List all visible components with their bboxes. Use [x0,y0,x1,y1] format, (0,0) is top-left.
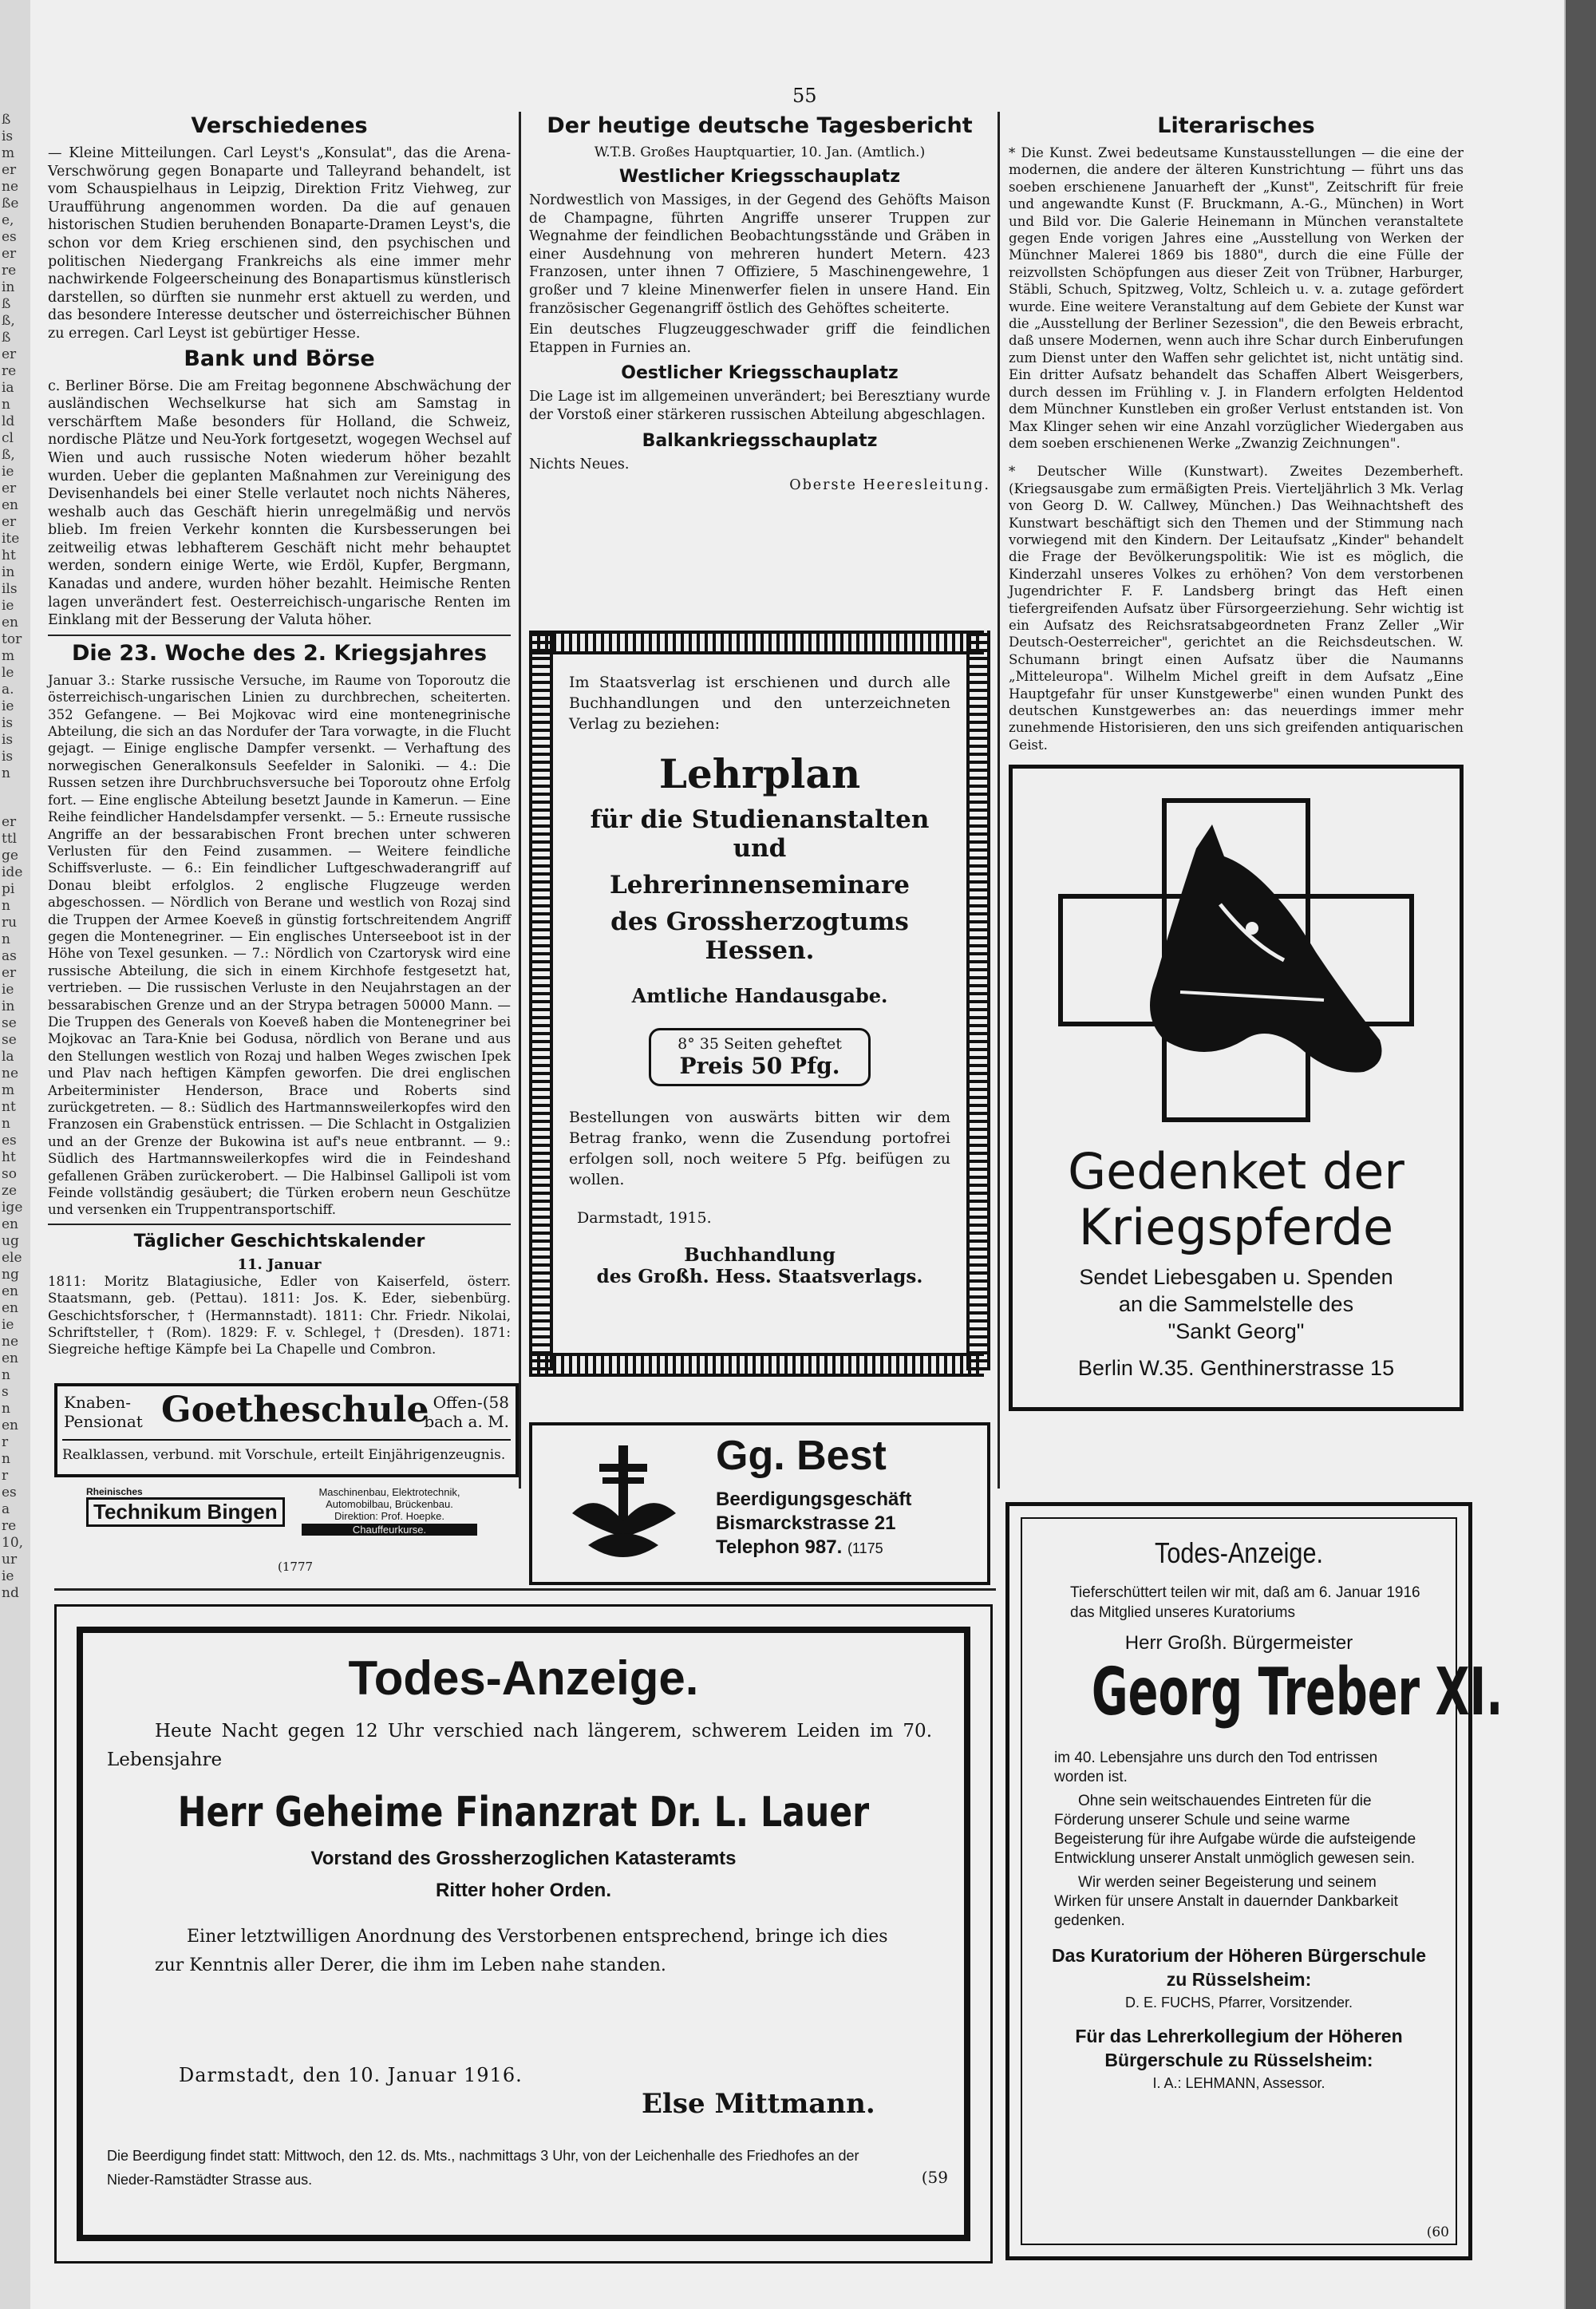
margin-fragment: ge [2,848,18,864]
margin-fragment: se [2,1032,17,1048]
lehrplan-line2: für die Studienanstalten und [590,805,930,863]
margin-fragment: er [2,480,17,496]
treber-intro: Tieferschüttert teilen wir mit, daß am 6. Januar 1916 das Mitglied unseres Kuratoriums [1070,1584,1420,1621]
margin-fragment: cl [2,430,14,446]
margin-fragment: ng [2,1267,19,1283]
margin-fragment: re [2,363,17,379]
margin-fragment: n [2,1401,10,1417]
margin-fragment: ie [2,982,14,998]
margin-fragment: ils [2,581,18,597]
margin-fragment: ige [2,1200,23,1216]
margin-fragment: in [2,998,15,1014]
article-deutscher-wille: * Deutscher Wille (Kunstwart). Zweites Dezemberheft. (Kriegsausgabe zum ermäßigten Preis. Vierteljährlich 3 Mk. Verlag von Georg D. W. Callwey, München.) Das Weihnachtsheft des Kunstwart beschäftigt sich den Themen und der Stimmung nach vorwiegend mit den Kindern. Der Leitaufsatz „Kinder" behandelt die Frage der Bevölkerungspolitik: Wie ist es möglich, die Kinderzahl unseres Volkes zu erhöhen? Von dem verstorbenen Jugendrichter F. F. Landsberg bringt das Heft einen tiefergreifenden Aufsatz über Fürsorgeerziehung. Sehr wichtig ist ein Aufsatz des Reichsratsabgeordneten Franz Zeller „Wir Deutsch-Oesterreicher", gerichtet an die Reichsdeutschen. W. Schumann bringt einen Aufsatz über die Naumanns „Mitteleuropa". Wilhelm Michel greift in dem Aufsatz „Eine Hauptgefahr für unser Kunstgewerbe" einen wunden Punkt des deutschen Kunstgewerbes an: das neuerdings immer mehr zunehmende Historisieren, den uns sich greifenden antiquarischen Geist. [1009,464,1464,753]
margin-fragment: r [2,1468,9,1484]
margin-fragment: er [2,965,17,981]
lehrplan-line4: des Grossherzogtums Hessen. [610,907,909,965]
lauer-role: Vorstand des Grossherzoglichen Katasteramts [310,1848,737,1869]
margin-fragment: es [2,1133,17,1149]
margin-fragment: ne [2,179,19,195]
margin-fragment: la [2,1049,14,1065]
margin-fragment: en [2,497,19,513]
page-number: 55 [792,85,817,107]
tagesbericht-source: W.T.B. Großes Hauptquartier, 10. Jan. (Amtlich.) [594,144,926,160]
lauer-text: Einer letztwilligen Anordnung des Verstorbenen entsprechend, bringe ich dies zur Kenntnis aller Derer, die ihm im Leben nahe standen. [155,1927,888,1975]
margin-fragment: m [2,1082,15,1098]
treber-sig2b: I. A.: LEHMANN, Assessor. [1152,2075,1325,2091]
death-notice-treber [1005,1502,1503,2260]
bingen-name: Technikum Bingen [86,1497,285,1527]
lauer-honor: Ritter hoher Orden. [435,1880,612,1901]
margin-fragment: ur [2,1552,18,1568]
binding-edge [1566,0,1596,2309]
lauer-name: Herr Geheime Finanzrat Dr. L. Lauer [177,1789,870,1837]
bingen-top: Rheinisches [86,1486,143,1497]
margin-fragment: en [2,1216,19,1232]
lehrplan-price-2: Preis 50 Pfg. [679,1053,840,1079]
margin-fragment: ele [2,1250,22,1266]
heading-balkan: Balkankriegsschauplatz [642,430,878,451]
margin-fragment: ß [2,330,11,346]
treber-sig2: Für das Lehrerkollegium der Höheren Bürgerschule zu Rüsselsheim: [1075,2026,1403,2070]
margin-fragment: ttl [2,831,18,847]
treber-text2: Ohne sein weitschauendes Eintreten für die Förderung unserer Schule und seine warme Begeisterung für ihre Aufgabe würde die aufsteigende Entwicklung unserer Anstalt unmöglich gewesen sein. [1054,1793,1416,1867]
lehrplan-order: Bestellungen von auswärts bitten wir dem Betrag franko, wenn die Zusendung portofrei erfolgen soll, noch weitere 5 Pfg. beifügen zu wollen. [569,1109,950,1188]
lauer-place-date: Darmstadt, den 10. Januar 1916. [179,2064,523,2086]
margin-fragment: en [2,1283,19,1299]
margin-fragment: es [2,229,17,245]
heading-verschiedenes: Verschiedenes [191,113,368,138]
ad-goetheschule [54,1383,519,1477]
margin-fragment: ide [2,864,23,880]
article-kalender: 1811: Moritz Blatagiusiche, Edler von Kaiserfeld, österr. Staatsmann, geb. (Pettau). 1811: Jos. K. Eder, siebenbürg. Geschichtsforscher, † (Hermannstadt). 1811: Chr. Friedr. Nikolai, Schriftsteller, † (Rom). 1829: F. v. Schlegel, † (Dresden). 1871: Siegreiche heftige Kämpfe bei La Chapelle und Combron. [48,1273,511,1358]
best-line3: Telephon 987. [716,1536,843,1558]
lehrplan-title: Lehrplan [658,750,861,797]
margin-fragment: so [2,1166,17,1182]
border-top [529,631,984,654]
border-left [529,631,553,1370]
lauer-burial: Die Beerdigung findet statt: Mittwoch, den 12. ds. Mts., nachmittags 3 Uhr, von der Leichenhalle des Friedhofes an der Nieder-Ramstädter Strasse aus. [107,2148,859,2188]
margin-fragment: es [2,1485,17,1500]
column-left [48,110,511,1379]
margin-fragment: ße [2,196,19,212]
lehrplan-price-box [649,1028,871,1086]
margin-fragment: ß, [2,313,15,329]
treber-sig1b: D. E. FUCHS, Pfarrer, Vorsitzender. [1124,1995,1353,2010]
border-right [966,631,990,1370]
margin-fragment: in [2,279,15,295]
heading-literarisches: Literarisches [1157,113,1315,138]
margin-fragment: ie [2,464,14,480]
margin-fragment: en [2,615,19,631]
margin-fragment: er [2,814,17,830]
margin-fragment: er [2,514,17,530]
margin-fragment: is [2,715,14,731]
margin-fragment: n [2,1451,10,1467]
best-name: Gg. Best [716,1433,887,1479]
bingen-line3: Direktion: Prof. Hoepke. [334,1510,444,1522]
horse-with-cross-image [1061,801,1412,1120]
lehrplan-intro: Im Staatsverlag ist erschienen und durch alle Buchhandlungen und den unterzeichneten Verlag zu beziehen: [569,674,950,733]
margin-fragment: pi [2,881,15,897]
ad-kriegspferde [1009,765,1464,1411]
goethe-sub: Realklassen, verbund. mit Vorschule, erteilt Einjährigenzeugnis. [62,1439,511,1463]
article-verschiedenes: — Kleine Mitteilungen. Carl Leyst's „Konsulat", das die Arena-Verschwörung gegen Bonaparte und Talleyrand behandelt, ist vom Schauspielhaus in Leipzig, Direktion Fritz Viehweg, zur Uraufführung angenommen worden. Da die auf genauen historischen Studien beruhenden Bonaparte-Dramen Leyst's, die schon vor dem Krieg erschienen sind, den psychischen und politischen Niedergang Frankreichs als eine immer mehr nachwirkende Folgeerscheinung des Bonapartismus künstlerisch darstellen, so dürften sie nunmehr erst aktuell zu werden, und das besondere Interesse deutscher und österreichischer Bühnen zu erregen. Carl Leyst ist gebürtiger Hesse. [48,145,511,342]
margin-fragment: le [2,665,14,681]
margin-fragment: ne [2,1334,19,1350]
treber-sig1: Das Kuratorium der Höheren Bürgerschule zu Rüsselsheim: [1051,1945,1427,1990]
margin-fragment: n [2,931,10,947]
lehrplan-line3: Lehrerinnenseminare [610,871,910,899]
kalender-date: 11. Januar [237,1255,322,1273]
goethe-left-2: Pensionat [64,1412,143,1431]
margin-fragment: ie [2,598,14,614]
article-balkan: Nichts Neues. [529,456,630,472]
pferde-line5: "Sankt Georg" [1167,1319,1305,1343]
margin-fragment: en [2,1300,19,1316]
goethe-right-1: Offen-(58 [433,1393,509,1412]
margin-fragment: se [2,1015,17,1031]
pferde-line6: Berlin W.35. Genthinerstrasse 15 [1077,1356,1395,1380]
margin-fragment: er [2,162,17,178]
margin-fragment: e, [2,212,14,228]
heading-westlich: Westlicher Kriegsschauplatz [618,167,901,187]
lehrplan-publisher-2: des Großh. Hess. Staatsverlags. [596,1266,923,1287]
margin-fragment: is [2,128,14,144]
pferde-line3: Sendet Liebesgaben u. Spenden [1079,1265,1393,1289]
margin-fragment: m [2,648,15,664]
margin-fragment: as [2,948,17,964]
heading-kriegswoche: Die 23. Woche des 2. Kriegsjahres [71,640,488,666]
margin-fragment: ru [2,915,18,931]
article-ost: Die Lage ist im allgemeinen unverändert; bei Beresztiany wurde der Vorstoß einer stärkeren russischen Abteilung abgeschlagen. [529,389,990,423]
ad-lehrplan [529,631,990,1377]
margin-fragment: ie [2,1317,14,1333]
margin-fragment: a [2,1501,10,1517]
ad-technikum-bingen [54,1486,512,1574]
margin-fragment: en [2,1350,19,1366]
pferde-line1: Gedenket der [1068,1142,1404,1200]
article-west-2: Ein deutsches Flugzeuggeschwader griff die feindlichen Etappen in Furnies an. [529,322,990,356]
article-kriegswoche: Januar 3.: Starke russische Versuche, im Raume von Toporoutz die österreichisch-ungarischen Linien zu durchbrechen, scheiterten. 352 Gefangene. — Bei Mojkovac wird eine montenegrinische Abteilung, die sich an das Nordufer der Tara vorwagte, in die Flucht gejagt. — Einige englische Dampfer versenkt. — Verhaftung des norwegischen Generalkonsuls Seefelder in Saloniki. — 4.: Die Russen setzen ihre Durchbruchsversuche bei Toporoutz ohne Erfolg fort. — Eine englische Abteilung besetzt Jaunde in Kamerun. — Eine Reihe feindlicher Handelsdampfer versenkt. — 5.: Erneute russische Angriffe an der bessarabischen Front brechen unter schweren Verlusten für den Feind zusammen. — Weitere feindliche Schiffsverluste. — 6.: Ein feindlicher Luftgeschwaderangriff auf Donau bleibt erfolglos. 2 englische Flugzeuge werden abgeschossen. — Nördlich von Berane und westlich von Rozaj sind die Truppen der Armee Koeveß in günstig fortschreitendem Angriff gegen die Montenegriner. — Ein englisches Unterseeboot ist in der Höhe von Texel gesunken. — 7.: Nördlich von Czartorysk wird eine russische Abteilung, die sich in einem Kirchhofe festgesetzt hat, vertrieben. — Die russischen Verluste in den Neujahrstagen an der bessarabischen Grenze und an der Strypa betragen 50000 Mann. — Die Truppen des Generals von Koeveß haben die Montenegriner bei Mojkovac an Tara-Knie bei Godusa, nördlich von Berane und aus den Stellungen westlich von Rozaj und halben Weges zwischen Ipek und Plav nach heftigen Kämpfen geworfen. Die drei englischen Arbeiterminister Henderson, Brace und Roberts sind zurückgetreten. — 8.: Südlich des Hartmannsweilerkopfes wird den Franzosen ein Grabenstück entrissen. — Die Schlacht in Ostgalizien und an der Grenze der Bukowina ist auf's neue entbrannt. — 9.: Südlich des Hartmannsweilerkopfes wird die in Feindeshand gefallenen Gräben zurückerobert. — Die Halbinsel Gallipoli ist vom Feinde vollständig gesäubert; die Türken erobern neun Geschütze und versenken ein Truppentransportschiff. [48,672,511,1218]
margin-fragment: is [2,749,14,765]
treber-title: Todes-Anzeige. [1155,1536,1323,1569]
best-line1: Beerdigungsgeschäft [716,1489,912,1510]
margin-fragment: s [2,1384,9,1400]
bingen-line1: Maschinenbau, Elektrotechnik, [318,1486,460,1498]
margin-fragment: is [2,732,14,748]
column-right [1009,110,1464,753]
margin-fragment: ht [2,1149,16,1165]
lauer-title: Todes-Anzeige. [348,1651,699,1705]
margin-fragment: en [2,1417,19,1433]
goethe-right-2: bach a. M. [424,1412,509,1431]
margin-fragment: er [2,346,17,362]
margin-fragment: ite [2,531,20,547]
heading-oestlich: Oestlicher Kriegsschauplatz [621,363,899,384]
margin-fragment: nd [2,1585,19,1601]
heading-bank: Bank und Börse [184,346,375,371]
treber-ref: (60 [1426,2224,1449,2240]
signature-ohl: Oberste Heeresleitung. [789,477,990,494]
left-margin-strip [0,0,32,2309]
margin-fragment: n [2,765,10,781]
margin-fragment: re [2,263,17,279]
article-bank: c. Berliner Börse. Die am Freitag begonnene Abschwächung der ausländischen Wechselkurse hat sich am Samstag in verschärftem Maße besonders für Holland, die Schweiz, nordische Plätze und Neu-York fortgesetzt, wogegen Wechsel auf Wien und auch russische Noten wiederum höher bezahlt wurden. Ueber die geplanten Maßnahmen zur Vereinigung des Devisenhandels bei einer Stelle verlautet noch nichts Näheres, weshalb auch das Geschäft hierin unregelmäßig und nervös blieb. Im freien Verkehr konnten die Kursbesserungen bei zeitweilig etwas lebhafterem Geschäft nicht mehr behauptet werden, sondern einige Werte, wie Erdöl, Kupfer, Bergmann, Kanadas und andere, wurden höher bezahlt. Heimische Renten lagen unverändert fest. Oesterreichisch-ungarische Renten im Einklang mit der Besserung der Valuta höher. [48,378,511,629]
column-rule [998,112,1000,1489]
lehrplan-edition: Amtliche Handausgabe. [631,984,888,1007]
lehrplan-place: Darmstadt, 1915. [577,1209,712,1227]
margin-fragment: er [2,246,17,262]
bingen-line2: Automobilbau, Brückenbau. [326,1498,453,1510]
column-rule [519,112,521,1489]
margin-fragment: ß, [2,447,15,463]
margin-fragment: n [2,898,10,914]
goethe-title: Goetheschule [161,1390,429,1430]
pferde-line4: an die Sammelstelle des [1118,1292,1354,1316]
margin-fragment: ze [2,1183,18,1199]
margin-fragment: n [2,1367,10,1383]
article-kunst: * Die Kunst. Zwei bedeutsame Kunstausstellungen — die eine der modernen, die andere der älteren Kunstrichtung — führt uns das soeben erschienene Januarheft der „Kunst", Zeitschrift für freie und angewandte Kunst (F. Bruckmann, A.-G., München) in Wort und Bild vor. Die Galerie Heinemann in München veranstaltete gegen Ende vorigen Jahres eine „Ausstellung von Werken der Münchner Malerei 1869 bis 1880", durch die eine Fülle der reizvollsten Schöpfungen aus dieser Zeit von Trübner, Harburger, Stäbli, Schuch, Spitzweg, Voltz, Schleich u. v. a. zutage gefördert wurde. Eine weitere Veranstaltung auf dem Gebiete der Kunst war die „Ausstellung der Berliner Sezession", die den Beweis erbracht, daß unsere Modernen, wenn auch ihre Schar durch Einberufungen zum Dienst unter den Waffen sehr gelichtet ist, nicht untätig sind. Ein dritter Aufsatz behandelt das Schaffen Albert Weisgerbers, durch dessen im Frühling v. J. in Flandern erfolgten Heldentod dem Münchner Kunstleben ein großer Verlust entstanden ist. Von Max Klinger sehen wir eine Anzahl vorzüglicher Wiedergaben aus dem soeben erschienenen Werke „Zwanzig Zeichnungen". [1009,145,1464,451]
margin-fragment: ht [2,548,16,563]
margin-fragment: m [2,145,15,161]
margin-fragment: nt [2,1099,16,1115]
margin-fragment: 10, [2,1535,24,1551]
cross-ornament-icon [564,1441,684,1569]
margin-fragment: ß [2,296,11,312]
lehrplan-publisher-1: Buchhandlung [684,1244,836,1266]
border-bottom [529,1353,984,1377]
ad-gg-best [529,1422,990,1585]
best-line2: Bismarckstrasse 21 [716,1512,896,1534]
margin-fragment: ne [2,1066,19,1081]
death-notice-lauer [54,1604,993,2264]
margin-fragment: ie [2,1568,14,1584]
lauer-signer: Else Mittmann. [642,2088,875,2120]
treber-title-line: Herr Großh. Bürgermeister [1124,1632,1353,1654]
lauer-intro: Heute Nacht gegen 12 Uhr verschied nach längerem, schwerem Leiden im 70. Lebensjahre [107,1721,932,1770]
lehrplan-price-1: 8° 35 Seiten geheftet [678,1035,842,1053]
margin-fragment: n [2,1116,10,1132]
bingen-ref: (1777 [278,1560,314,1574]
margin-fragment: ß [2,112,11,128]
margin-fragment: a. [2,682,14,698]
bingen-line4: Chauffeurkurse. [302,1524,477,1536]
margin-fragment: ia [2,380,14,396]
margin-fragment: r [2,1434,9,1450]
margin-fragment: ug [2,1233,19,1249]
best-ref: (1175 [847,1540,883,1556]
treber-text1: im 40. Lebensjahre uns durch den Tod entrissen worden ist. [1054,1750,1378,1785]
column-middle [529,110,990,605]
treber-text3: Wir werden seiner Begeisterung und seinem Wirken für unsere Anstalt in dauernder Dankbarkeit gedenken. [1054,1874,1398,1929]
section-rule [54,1588,996,1591]
margin-fragment: re [2,1518,17,1534]
newspaper-page [30,0,1564,2309]
margin-fragment: tor [2,631,22,647]
margin-fragment: ie [2,698,14,714]
goethe-left-1: Knaben- [64,1393,132,1412]
treber-name: Georg Treber XI. [1091,1655,1503,1730]
heading-kalender: Täglicher Geschichtskalender [133,1231,425,1251]
margin-fragment: in [2,564,15,580]
article-west: Nordwestlich von Massiges, in der Gegend des Gehöfts Maison de Champagne, führten Angriffe unserer Truppen zur Wegnahme der feindlichen Beobachtungsstände und Gräben in einer Ausdehnung von mehreren hundert Metern. 423 Franzosen, unter ihnen 7 Offiziere, 5 Maschinengewehre, 1 großer und 7 kleine Minenwerfer fielen in unsere Hand. Ein französischer Gegenangriff östlich des Gehöftes scheiterte. [529,192,990,317]
margin-fragment: n [2,397,10,413]
pferde-line2: Kriegspferde [1078,1198,1394,1256]
heading-tagesbericht: Der heutige deutsche Tagesbericht [547,113,973,138]
margin-fragment: ld [2,413,15,429]
lauer-ref: (59 [921,2168,948,2187]
